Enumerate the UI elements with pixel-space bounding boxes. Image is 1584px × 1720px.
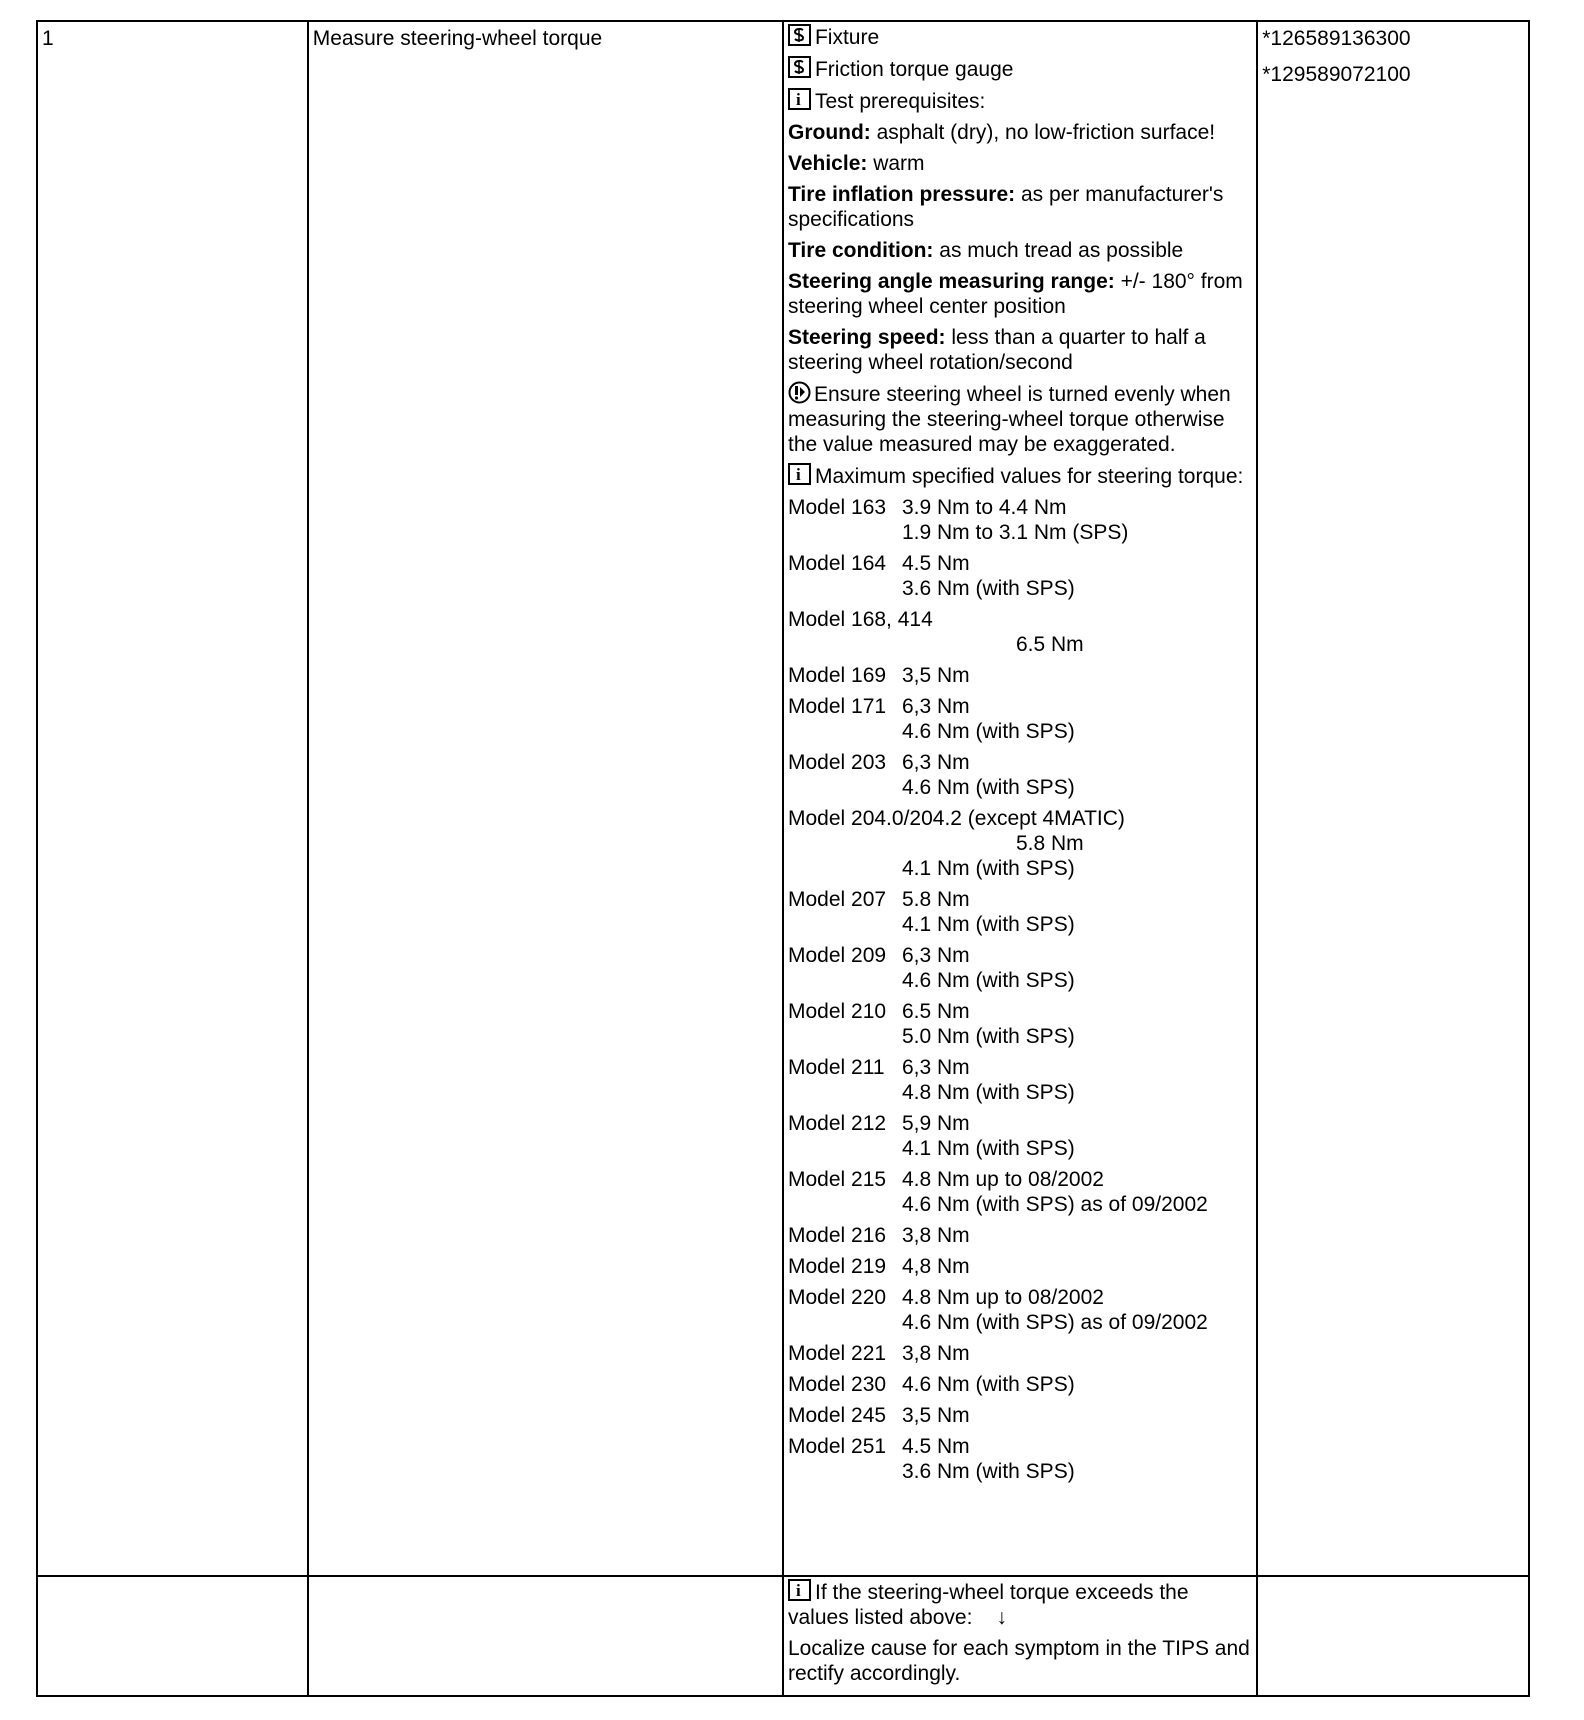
model-spec: Model 204.0/204.2 (except 4MATIC) 5.8 Nm 4.1 Nm (with SPS): [787, 807, 1125, 880]
empty-cell: [308, 1576, 783, 1696]
info-icon: [788, 463, 811, 485]
tool-fixture: [788, 24, 1252, 50]
tool-friction-gauge: [788, 56, 1252, 82]
info-text: Maximum specified values for steering torque:: [814, 465, 1244, 488]
action-text: Localize cause for each symptom in the TIPS and rectify accordingly.: [787, 1637, 1250, 1685]
model-spec: Model 203 6,3 Nm 4.6 Nm (with SPS): [787, 751, 1075, 799]
info-exceeds: [788, 1579, 1252, 1630]
details-cell: [783, 1576, 1257, 1696]
empty-cell: [1257, 1576, 1529, 1696]
info-max-values: [788, 463, 1252, 489]
caution-text: Ensure steering wheel is turned evenly when measuring the steering-wheel torque otherwise the value measured may be exaggerated.: [787, 383, 1231, 456]
model-spec: Model 221 3,8 Nm: [787, 1342, 970, 1365]
empty-cell: [37, 1576, 308, 1696]
svg-text:i: i: [795, 90, 801, 108]
model-spec: Model 211 6,3 Nm 4.8 Nm (with SPS): [787, 1056, 1075, 1104]
model-spec: Model 210 6.5 Nm 5.0 Nm (with SPS): [787, 1000, 1075, 1048]
info-text: If the steering-wheel torque exceeds the values listed above:: [787, 1581, 1189, 1629]
model-spec: Model 215 4.8 Nm up to 08/2002 4.6 Nm (with SPS) as of 09/2002: [787, 1168, 1208, 1216]
special-tool-icon: [788, 24, 811, 46]
reference-cell: [1257, 21, 1529, 1576]
model-spec: Model 168, 414 6.5 Nm: [787, 608, 1084, 656]
model-spec: Model 209 6,3 Nm 4.6 Nm (with SPS): [787, 944, 1075, 992]
prereq-item: Steering angle measuring range: +/- 180° from steering wheel center position: [787, 270, 1243, 318]
model-spec: Model 169 3,5 Nm: [787, 664, 970, 687]
part-number: *129589072100: [1262, 63, 1411, 86]
model-spec: Model 171 6,3 Nm 4.6 Nm (with SPS): [787, 695, 1075, 743]
table-row: [37, 1576, 1529, 1696]
step-number: 1: [42, 27, 54, 50]
tool-label: Friction torque gauge: [814, 58, 1014, 81]
model-spec: Model 251 4.5 Nm 3.6 Nm (with SPS): [787, 1435, 1075, 1483]
step-number-cell: [37, 21, 308, 1576]
table-row: [37, 21, 1529, 1576]
prereq-item: Tire condition: as much tread as possible: [787, 239, 1184, 262]
model-spec: Model 164 4.5 Nm 3.6 Nm (with SPS): [787, 552, 1075, 600]
info-text: Test prerequisites:: [814, 90, 986, 113]
model-spec: Model 230 4.6 Nm (with SPS): [787, 1373, 1075, 1396]
caution-icon: [788, 381, 811, 404]
details-cell: [783, 21, 1257, 1576]
svg-text:i: i: [795, 465, 801, 483]
special-tool-icon: [788, 56, 811, 78]
model-spec: Model 207 5.8 Nm 4.1 Nm (with SPS): [787, 888, 1075, 936]
tool-label: Fixture: [814, 26, 880, 49]
info-icon: [788, 88, 811, 110]
model-spec: Model 219 4,8 Nm: [787, 1255, 970, 1278]
model-spec: Model 212 5,9 Nm 4.1 Nm (with SPS): [787, 1112, 1075, 1160]
model-spec: Model 216 3,8 Nm: [787, 1224, 970, 1247]
prereq-item: Vehicle: warm: [787, 152, 925, 175]
caution-note: [788, 381, 1252, 457]
info-prerequisites: [788, 88, 1252, 114]
part-number: *126589136300: [1262, 27, 1411, 50]
model-spec: Model 220 4.8 Nm up to 08/2002 4.6 Nm (with SPS) as of 09/2002: [787, 1286, 1208, 1334]
arrow-down-icon: ↓: [996, 1606, 1007, 1629]
svg-text:i: i: [795, 1581, 801, 1599]
procedure-table: [36, 20, 1530, 1697]
model-spec: Model 163 3.9 Nm to 4.4 Nm 1.9 Nm to 3.1 Nm (SPS): [787, 496, 1129, 544]
info-icon: [788, 1579, 811, 1601]
prereq-item: Tire inflation pressure: as per manufacturer's specifications: [787, 183, 1224, 231]
model-spec: Model 245 3,5 Nm: [787, 1404, 970, 1427]
task-title: Measure steering-wheel torque: [312, 27, 603, 50]
prereq-item: Ground: asphalt (dry), no low-friction surface!: [787, 121, 1216, 144]
task-cell: [308, 21, 783, 1576]
prereq-item: Steering speed: less than a quarter to half a steering wheel rotation/second: [787, 326, 1206, 374]
